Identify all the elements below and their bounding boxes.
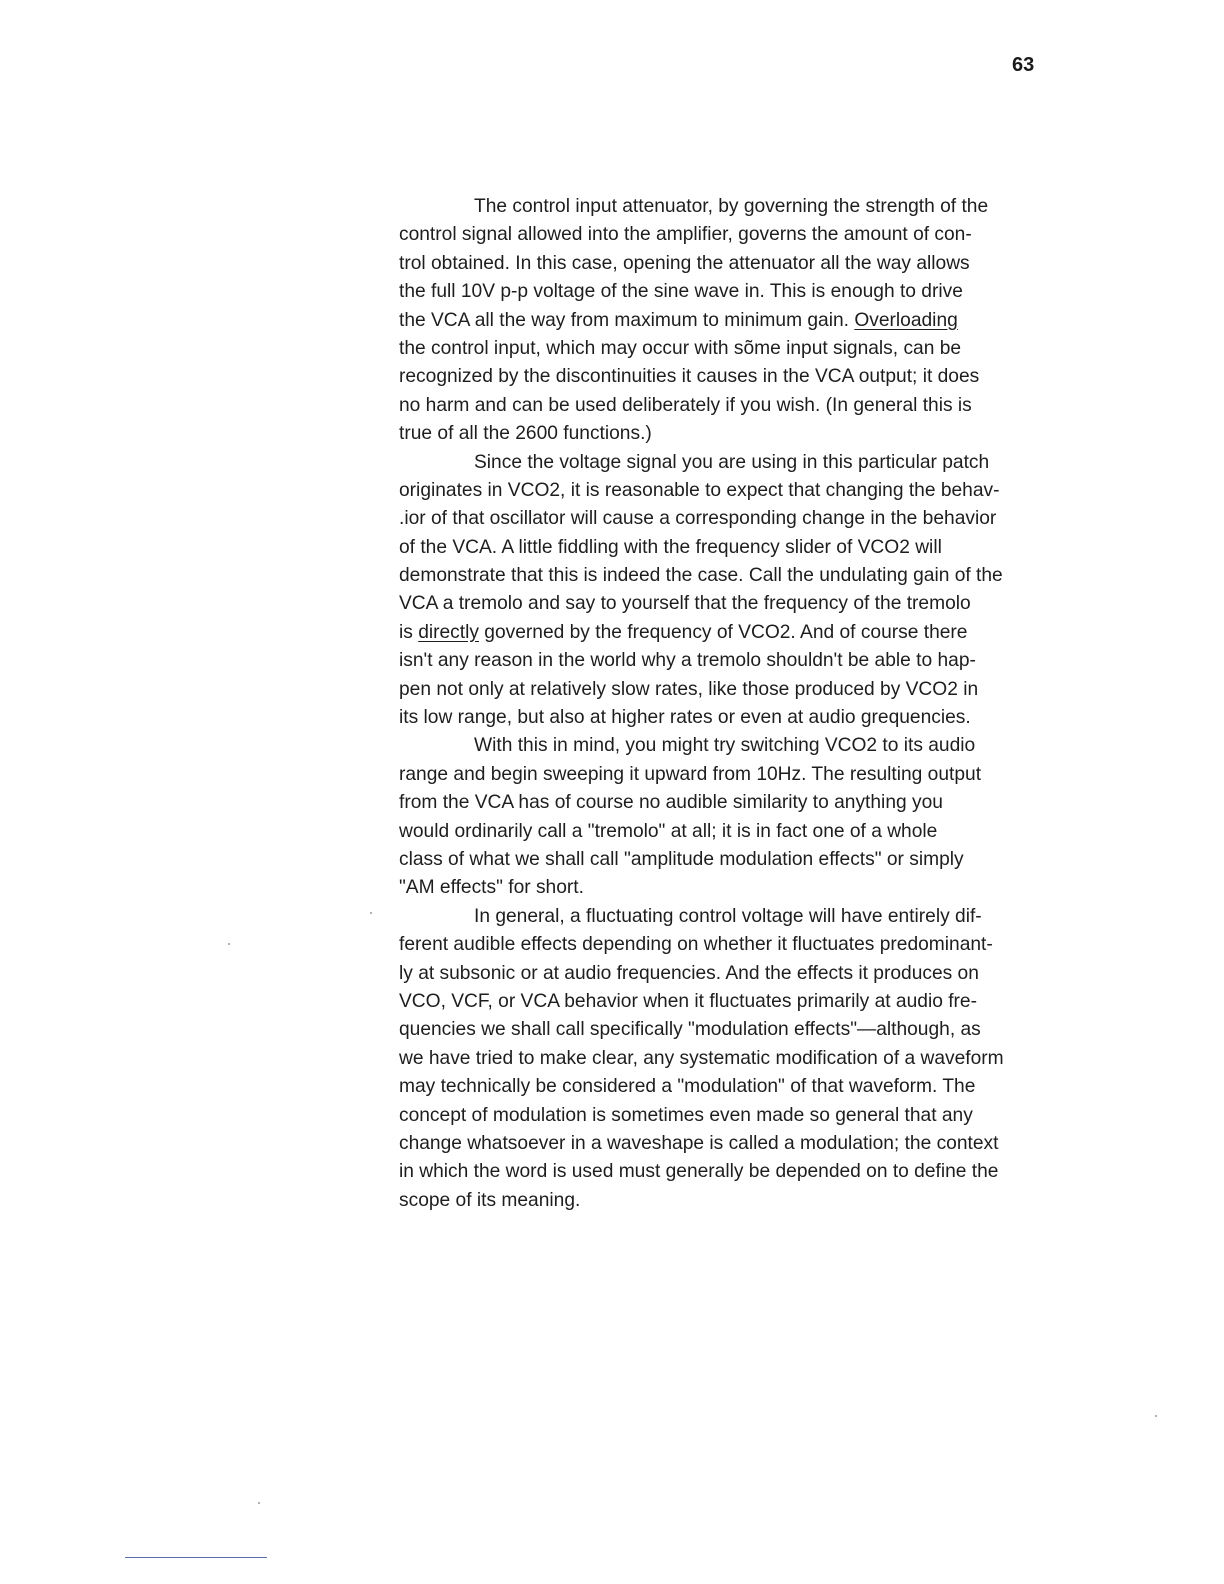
text-line: concept of modulation is sometimes even made so general that any <box>399 1104 973 1126</box>
text-segment: governed by the frequency of VCO2. And of course there <box>478 621 968 643</box>
text-line: originates in VCO2, it is reasonable to expect that changing the behav- <box>399 479 1000 501</box>
text-line: trol obtained. In this case, opening the attenuator all the way allows <box>399 252 970 274</box>
paragraph-1 <box>399 193 1089 449</box>
text-line: With this in mind, you might try switching VCO2 to its audio <box>474 735 976 757</box>
text-line: its low range, but also at higher rates or even at audio grequencies. <box>399 707 971 729</box>
text-line: ly at subsonic or at audio frequencies. And the effects it produces on <box>399 962 979 984</box>
text-line: from the VCA has of course no audible similarity to anything you <box>399 792 943 814</box>
text-line: Since the voltage signal you are using in this particular patch <box>474 451 990 473</box>
text-line: would ordinarily call a "tremolo" at all; it is in fact one of a whole <box>399 820 938 842</box>
text-segment: the VCA all the way from maximum to minimum gain. <box>399 309 855 331</box>
text-line: VCA a tremolo and say to yourself that the frequency of the tremolo <box>399 593 971 615</box>
text-line: class of what we shall call "amplitude modulation effects" or simply <box>399 848 964 870</box>
scan-speck <box>258 1502 260 1504</box>
text-line: isn't any reason in the world why a tremolo shouldn't be able to hap- <box>399 650 976 672</box>
text-line: demonstrate that this is indeed the case. Call the undulating gain of the <box>399 565 1003 587</box>
text-line: the control input, which may occur with sõme input signals, can be <box>399 337 962 359</box>
text-line: true of all the 2600 functions.) <box>399 423 652 445</box>
text-line: may technically be considered a "modulation" of that waveform. The <box>399 1076 976 1098</box>
text-line: pen not only at relatively slow rates, like those produced by VCO2 in <box>399 678 979 700</box>
text-line: scope of its meaning. <box>399 1189 581 1211</box>
underlined-word: Overloading <box>854 309 958 331</box>
scan-speck <box>228 943 230 945</box>
text-segment: is <box>399 621 419 643</box>
page-number: 63 <box>1012 54 1035 76</box>
text-line: "AM effects" for short. <box>399 877 584 899</box>
paragraph-2 <box>399 449 1089 733</box>
text-line: of the VCA. A little fiddling with the frequency slider of VCO2 will <box>399 536 942 558</box>
text-line: quencies we shall call specifically "modulation effects"—although, as <box>399 1019 981 1041</box>
text-line: VCO, VCF, or VCA behavior when it fluctuates primarily at audio fre- <box>399 990 977 1012</box>
paragraph-3 <box>399 732 1089 902</box>
text-line <box>399 307 1089 335</box>
footnote-rule <box>125 1557 267 1558</box>
body-text <box>399 193 1089 1215</box>
text-line: the full 10V p-p voltage of the sine wave in. This is enough to drive <box>399 281 963 303</box>
text-line: we have tried to make clear, any systematic modification of a waveform <box>399 1047 1004 1069</box>
text-line: recognized by the discontinuities it causes in the VCA output; it does <box>399 366 980 388</box>
text-line <box>399 619 1089 647</box>
scan-speck <box>1155 1415 1157 1417</box>
underlined-word: directly <box>418 621 479 643</box>
paragraph-4 <box>399 903 1089 1215</box>
scan-speck <box>370 912 372 914</box>
text-line: .ior of that oscillator will cause a corresponding change in the behavior <box>399 508 997 530</box>
text-line: The control input attenuator, by governing the strength of the <box>474 196 989 217</box>
text-line: control signal allowed into the amplifier, governs the amount of con- <box>399 224 972 246</box>
text-line: range and begin sweeping it upward from 10Hz. The resulting output <box>399 763 982 785</box>
text-line: ferent audible effects depending on whether it fluctuates predominant- <box>399 934 993 956</box>
text-line: change whatsoever in a waveshape is called a modulation; the context <box>399 1132 999 1154</box>
text-line: in which the word is used must generally be depended on to define the <box>399 1161 999 1183</box>
text-line: no harm and can be used deliberately if you wish. (In general this is <box>399 394 972 416</box>
text-line: In general, a fluctuating control voltage will have entirely dif- <box>474 905 982 927</box>
